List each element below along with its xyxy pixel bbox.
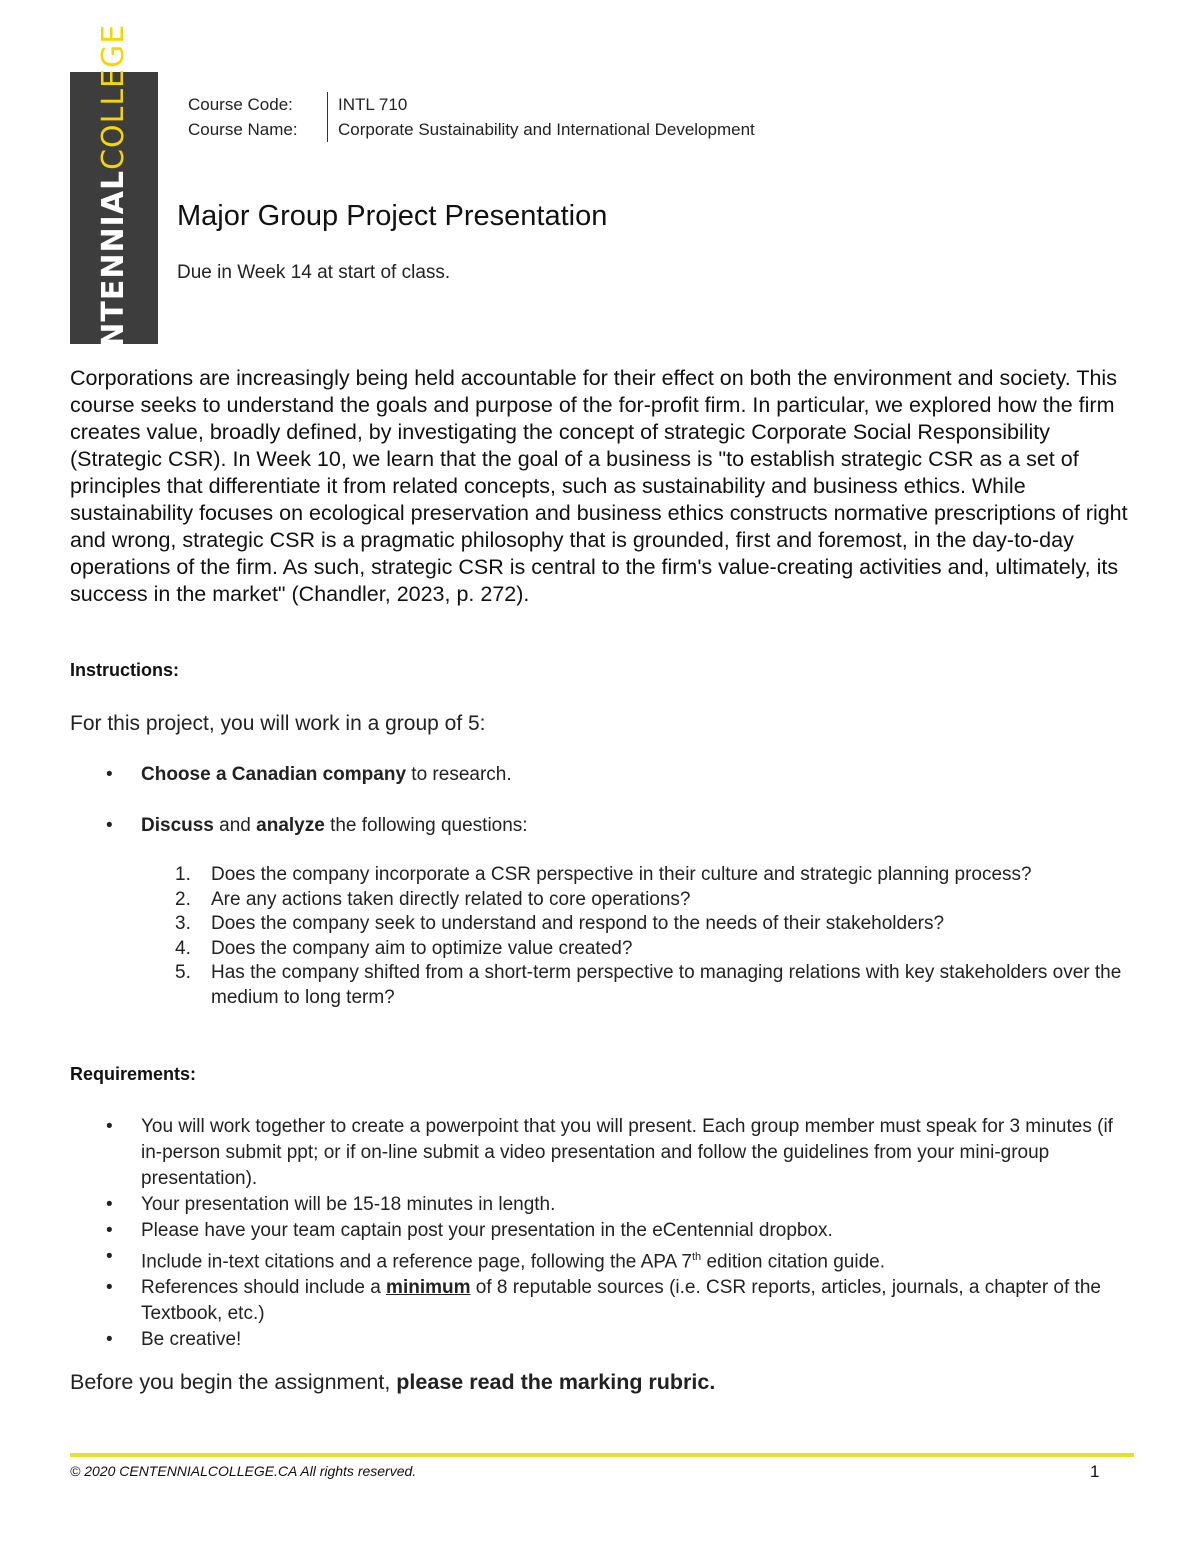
text: the following questions: bbox=[324, 815, 528, 836]
footer-copyright: © 2020 CENTENNIALCOLLEGE.CA All rights reserved. bbox=[70, 1463, 417, 1479]
bold-text: analyze bbox=[256, 815, 325, 836]
logo-word-centennial: CENTENNIAL bbox=[96, 169, 131, 393]
emphasis-minimum: minimum bbox=[386, 1277, 471, 1299]
requirements-heading: Requirements: bbox=[70, 1064, 197, 1084]
superscript: th bbox=[692, 1251, 702, 1263]
due-date: Due in Week 14 at start of class. bbox=[177, 262, 451, 283]
text: References should include a bbox=[141, 1277, 387, 1299]
instructions-bullets-2 bbox=[70, 813, 1130, 839]
question-number: 1. bbox=[175, 864, 191, 885]
closing-line bbox=[70, 1370, 715, 1395]
course-name-value: Corporate Sustainability and International Development bbox=[327, 117, 755, 142]
instructions-lead: For this project, you will work in a group of 5: bbox=[70, 712, 486, 735]
question-item bbox=[70, 937, 1130, 962]
course-name-row bbox=[188, 117, 755, 142]
course-code-row bbox=[188, 92, 755, 117]
question-number: 2. bbox=[175, 888, 191, 910]
instructions-heading: Instructions: bbox=[70, 660, 180, 680]
list-item: • Your presentation will be 15-18 minutes in length. bbox=[70, 1192, 1130, 1218]
question-text: Does the company aim to optimize value created? bbox=[211, 937, 633, 959]
questions-list bbox=[70, 863, 1130, 1010]
text: and bbox=[213, 815, 257, 836]
bold-text: please read the marking rubric. bbox=[396, 1370, 716, 1394]
course-name-label: Course Name: bbox=[188, 120, 298, 139]
bold-text: Choose a Canadian company bbox=[141, 764, 407, 785]
list-item bbox=[70, 813, 1130, 839]
text: Include in-text citations and a reference page, following the APA 7 bbox=[141, 1251, 692, 1273]
instructions-bullets-1 bbox=[70, 762, 1130, 788]
text: to research. bbox=[406, 764, 512, 785]
text: edition citation guide. bbox=[701, 1251, 885, 1273]
logo-word-college: COLLEGE bbox=[96, 23, 131, 170]
course-code-value: INTL 710 bbox=[327, 92, 407, 117]
page-title: Major Group Project Presentation bbox=[177, 200, 608, 232]
course-code-label: Course Code: bbox=[188, 95, 293, 114]
question-item bbox=[70, 912, 1130, 937]
requirements-list bbox=[70, 1114, 1130, 1353]
question-number: 3. bbox=[175, 913, 191, 934]
text: of 8 reputable sources (i.e. CSR reports, articles, journals, a chapter of the Textbook, etc.) bbox=[141, 1277, 1101, 1325]
intro-paragraph: Corporations are increasingly being held accountable for their effect on both the environment and society. This course seeks to understand the goals and purpose of the for-profit firm. In particular, we explored how the firm creates value, broadly defined, by investigating the concept of strategic Corporate Social Responsibility (Strategic CSR). In Week 10, we learn that the goal of a business is "to establish strategic CSR as a set of principles that differentiate it from related concepts, such as sustainability and business ethics. While sustainability focuses on ecological preservation and business ethics constructs normative prescriptions of right and wrong, strategic CSR is a pragmatic philosophy that is grounded, first and foremost, in the day-to-day operations of the firm. As such, strategic CSR is central to the firm's value-creating activities and, ultimately, its success in the market" (Chandler, 2023, p. 272). bbox=[70, 366, 1128, 606]
question-text: Does the company seek to understand and respond to the needs of their stakeholders? bbox=[211, 913, 945, 934]
list-item bbox=[70, 1275, 1130, 1327]
list-item: • Be creative! bbox=[70, 1327, 1130, 1353]
question-item bbox=[70, 961, 1130, 1010]
question-text: Does the company incorporate a CSR perspective in their culture and strategic planning process? bbox=[211, 864, 1032, 885]
page-number: 1 bbox=[1090, 1462, 1100, 1481]
bold-text: Discuss bbox=[141, 815, 214, 836]
list-item bbox=[70, 1244, 1130, 1275]
question-text: Has the company shifted from a short-term perspective to managing relations with key stakeholders over the medium to long term? bbox=[211, 962, 1122, 1008]
list-item: • Please have your team captain post your presentation in the eCentennial dropbox. bbox=[70, 1218, 1130, 1244]
question-item bbox=[70, 888, 1130, 913]
question-item bbox=[70, 863, 1130, 888]
course-info bbox=[188, 92, 755, 142]
question-number: 5. bbox=[175, 962, 191, 983]
question-number: 4. bbox=[175, 937, 191, 959]
list-item: • You will work together to create a powerpoint that you will present. Each group member must speak for 3 minutes (if in-person submit ppt; or if on-line submit a video presentation and follow the guidelines from your mini-group presentation). bbox=[70, 1114, 1130, 1192]
text: Before you begin the assignment, bbox=[70, 1370, 397, 1394]
footer-divider bbox=[70, 1453, 1134, 1457]
college-logo bbox=[70, 23, 158, 393]
logo-wordmark bbox=[96, 23, 131, 393]
question-text: Are any actions taken directly related to core operations? bbox=[211, 888, 691, 910]
list-item bbox=[70, 762, 1130, 788]
